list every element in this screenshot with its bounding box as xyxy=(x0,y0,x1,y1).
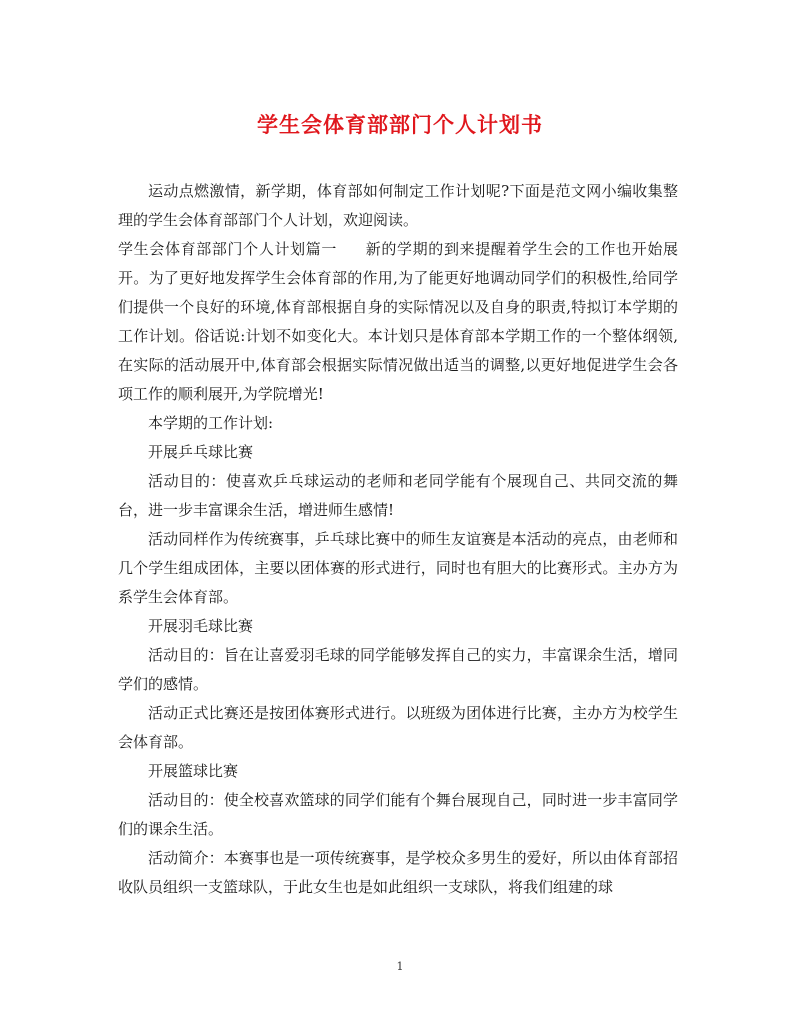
pingpong-detail: 活动同样作为传统赛事，乒乓球比赛中的师生友谊赛是本活动的亮点，由老师和几个学生组成团体，主要以团体赛的形式进行，同时也有胆大的比赛形式。主办方为系学生会体育部。 xyxy=(118,530,678,606)
document-body xyxy=(118,177,678,902)
section-paragraph xyxy=(118,235,678,409)
badminton-heading: 开展羽毛球比赛 xyxy=(148,617,254,635)
intro-paragraph: 运动点燃激情，新学期，体育部如何制定工作计划呢?下面是范文网小编收集整理的学生会体育部部门个人计划，欢迎阅读。 xyxy=(118,182,678,229)
basketball-heading: 开展篮球比赛 xyxy=(148,762,239,780)
pingpong-heading: 开展乒乓球比赛 xyxy=(148,443,254,461)
badminton-detail: 活动正式比赛还是按团体赛形式进行。以班级为团体进行比赛，主办方为校学生会体育部。 xyxy=(118,704,678,751)
pingpong-goal: 活动目的：使喜欢乒乓球运动的老师和老同学能有个展现自己、共同交流的舞台，进一步丰富课余生活，增进师生感情! xyxy=(118,472,678,519)
basketball-goal: 活动目的：使全校喜欢篮球的同学们能有个舞台展现自己，同时进一步丰富同学们的课余生活。 xyxy=(118,791,678,838)
plan-heading: 本学期的工作计划: xyxy=(148,414,274,432)
badminton-goal: 活动目的：旨在让喜爱羽毛球的同学能够发挥自己的实力，丰富课余生活，增同学们的感情。 xyxy=(118,646,678,693)
section-body: 新的学期的到来提醒着学生会的工作也开始展开。为了更好地发挥学生会体育部的作用,为了能更好地调动同学们的积极性,给同学们提供一个良好的环境,体育部根据自身的实际情况以及自身的职责,特拟订本学期的工作计划。俗话说:计划不如变化大。本计划只是体育部本学期工作的一个整体纲领,在实际的活动展开中,体育部会根据实际情况做出适当的调整,以更好地促进学生会各项工作的顺利展开,为学院增光! xyxy=(118,240,678,403)
basketball-intro: 活动简介：本赛事也是一项传统赛事，是学校众多男生的爱好，所以由体育部招收队员组织一支篮球队，于此女生也是如此组织一支球队，将我们组建的球 xyxy=(118,849,678,896)
document-title: 学生会体育部部门个人计划书 xyxy=(257,112,543,137)
page-number: 1 xyxy=(396,960,404,973)
section-heading: 学生会体育部部门个人计划篇一 xyxy=(118,240,338,258)
